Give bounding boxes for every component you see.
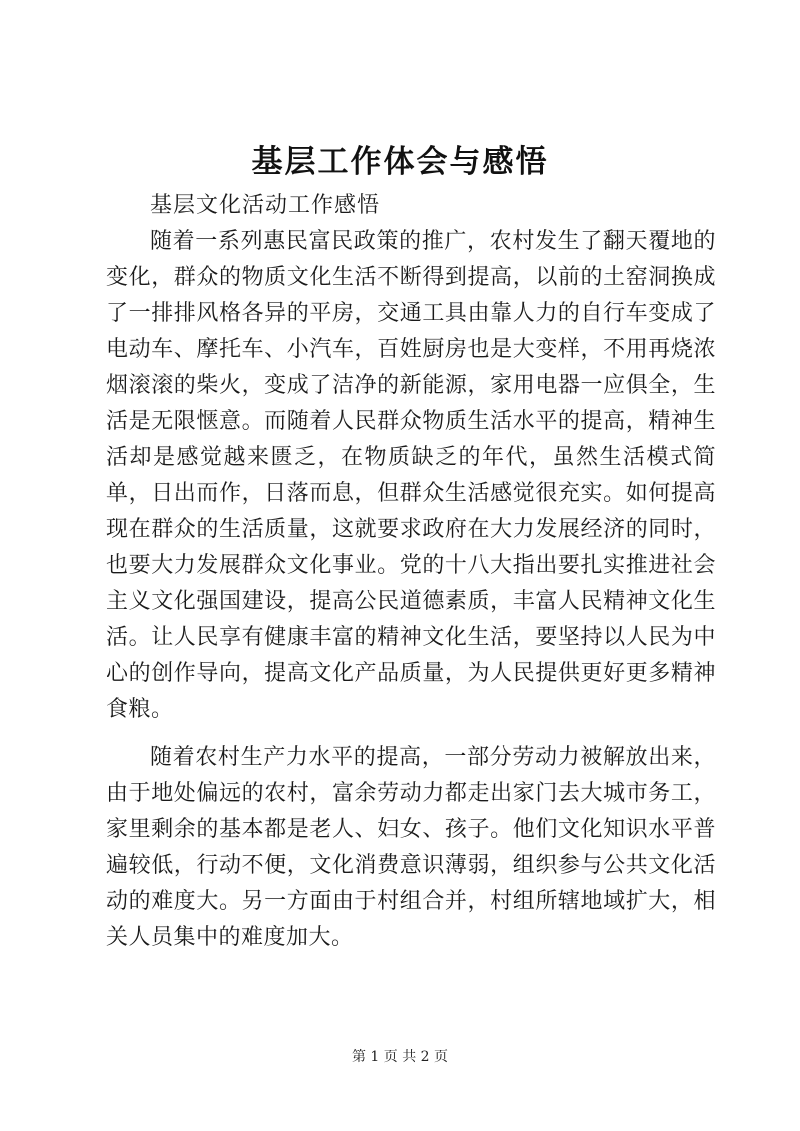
document-body [106,188,716,956]
section-subheading: 基层文化活动工作感悟 [150,193,381,218]
paragraph-1: 随着一系列惠民富民政策的推广，农村发生了翻天覆地的变化，群众的物质文化生活不断得到提高，以前的土窑洞换成了一排排风格各异的平房，交通工具由靠人力的自行车变成了电动车、摩托车、小汽车，百姓厨房也是大变样，不用再烧浓烟滚滚的柴火，变成了洁净的新能源，家用电器一应俱全，生活是无限惬意。而随着人民群众物质生活水平的提高，精神生活却是感觉越来匮乏，在物质缺乏的年代，虽然生活模式简单，日出而作，日落而息，但群众生活感觉很充实。如何提高现在群众的生活质量，这就要求政府在大力发展经济的同时，也要大力发展群众文化事业。党的十八大指出要扎实推进社会主义文化强国建设，提高公民道德素质，丰富人民精神文化生活。让人民享有健康丰富的精神文化生活，要坚持以人民为中心的创作导向，提高文化产品质量，为人民提供更好更多精神食粮。 [106,229,716,722]
page-number-footer: 第 1 页 共 2 页 [351,1049,449,1065]
document-title: 基层工作体会与感悟 [251,144,549,180]
paragraph-2: 随着农村生产力水平的提高，一部分劳动力被解放出来，由于地处偏远的农村，富余劳动力都走出家门去大城市务工，家里剩余的基本都是老人、妇女、孩子。他们文化知识水平普遍较低，行动不便，文化消费意识薄弱，组织参与公共文化活动的难度大。另一方面由于村组合并，村组所辖地域扩大，相关人员集中的难度加大。 [106,745,716,950]
